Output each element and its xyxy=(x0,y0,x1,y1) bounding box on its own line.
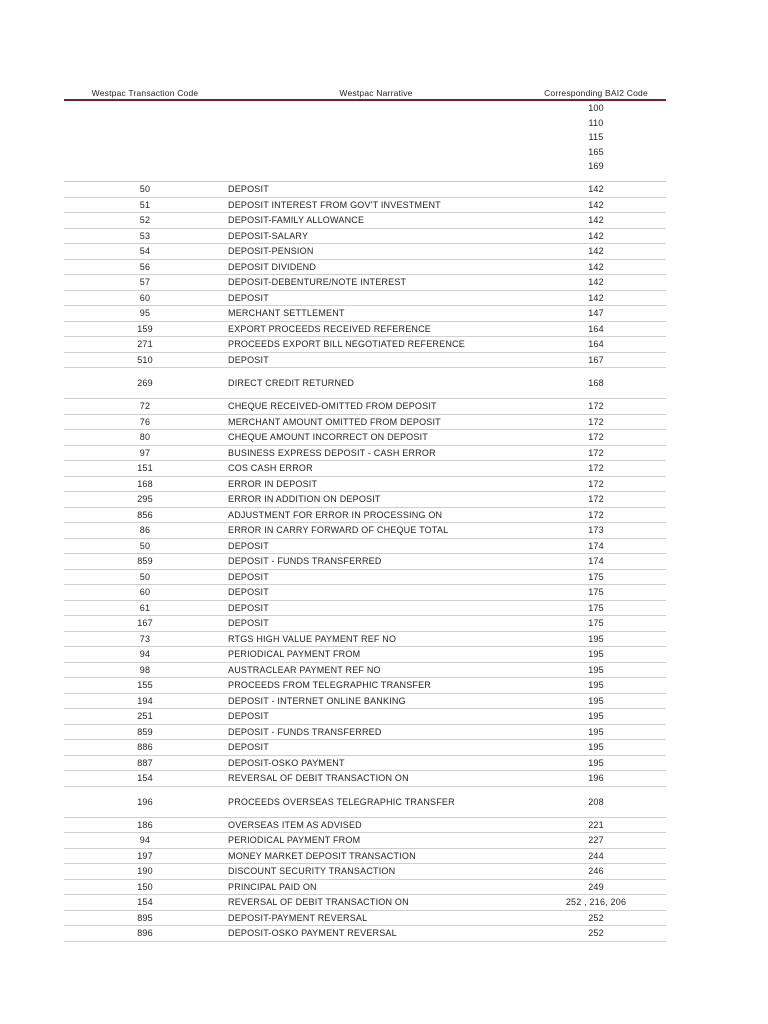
table-row xyxy=(64,182,666,198)
transaction-code-cell: 72 xyxy=(64,399,226,415)
bai2-code-cell: 246 xyxy=(526,864,666,880)
narrative-cell: DEPOSIT xyxy=(226,352,526,368)
transaction-code-cell: 295 xyxy=(64,492,226,508)
bai2-code-cell: 195 xyxy=(526,755,666,771)
transaction-code-cell: 76 xyxy=(64,414,226,430)
table-row xyxy=(64,864,666,880)
table-row xyxy=(64,755,666,771)
table-row xyxy=(64,895,666,911)
table-row xyxy=(64,585,666,601)
transaction-code-cell: 155 xyxy=(64,678,226,694)
transaction-code-cell: 60 xyxy=(64,585,226,601)
narrative-cell: DEPOSIT xyxy=(226,600,526,616)
bai2-code-cell: 172 xyxy=(526,476,666,492)
narrative-cell: ADJUSTMENT FOR ERROR IN PROCESSING ON xyxy=(226,507,526,523)
bai2-code-cell: 252 xyxy=(526,910,666,926)
table-row xyxy=(64,259,666,275)
bai2-code-cell: 195 xyxy=(526,678,666,694)
narrative-cell: COS CASH ERROR xyxy=(226,461,526,477)
narrative-cell: ERROR IN CARRY FORWARD OF CHEQUE TOTAL xyxy=(226,523,526,539)
transaction-code-cell: 95 xyxy=(64,306,226,322)
narrative-cell: ERROR IN ADDITION ON DEPOSIT xyxy=(226,492,526,508)
narrative-cell: DEPOSIT-SALARY xyxy=(226,228,526,244)
bai2-code-cell: 195 xyxy=(526,662,666,678)
transaction-code-cell: 50 xyxy=(64,182,226,198)
narrative-cell: PERIODICAL PAYMENT FROM xyxy=(226,833,526,849)
transaction-code-cell: 80 xyxy=(64,430,226,446)
transaction-code-cell: 53 xyxy=(64,228,226,244)
table-row xyxy=(64,197,666,213)
table-row xyxy=(64,523,666,539)
bai2-code-cell: 164 xyxy=(526,337,666,353)
transaction-code-cell: 194 xyxy=(64,693,226,709)
bai2-code-cell: 172 xyxy=(526,461,666,477)
transaction-code-cell: 151 xyxy=(64,461,226,477)
bai2-code-cell: 142 xyxy=(526,197,666,213)
preamble-bai-code: 100 xyxy=(588,103,604,113)
transaction-code-cell: 510 xyxy=(64,352,226,368)
preamble-bai-code: 115 xyxy=(588,132,604,143)
bai2-code-cell: 175 xyxy=(526,600,666,616)
table-row xyxy=(64,306,666,322)
transaction-code-cell: 50 xyxy=(64,569,226,585)
transaction-code-cell: 168 xyxy=(64,476,226,492)
narrative-cell: BUSINESS EXPRESS DEPOSIT - CASH ERROR xyxy=(226,445,526,461)
narrative-cell: OVERSEAS ITEM AS ADVISED xyxy=(226,817,526,833)
narrative-cell: DEPOSIT - FUNDS TRANSFERRED xyxy=(226,724,526,740)
bai2-code-cell: 196 xyxy=(526,771,666,787)
transaction-code-cell: 56 xyxy=(64,259,226,275)
transaction-code-cell: 54 xyxy=(64,244,226,260)
narrative-cell: DEPOSIT xyxy=(226,182,526,198)
narrative-cell: MERCHANT AMOUNT OMITTED FROM DEPOSIT xyxy=(226,414,526,430)
narrative-cell: DEPOSIT xyxy=(226,616,526,632)
bai2-code-cell: 221 xyxy=(526,817,666,833)
narrative-cell: DEPOSIT xyxy=(226,585,526,601)
table-body xyxy=(64,100,666,941)
transaction-code-cell: 154 xyxy=(64,895,226,911)
table-row xyxy=(64,275,666,291)
table-row xyxy=(64,879,666,895)
bai2-code-cell: 195 xyxy=(526,724,666,740)
bai2-code-cell: 174 xyxy=(526,554,666,570)
table-row xyxy=(64,337,666,353)
narrative-cell: DEPOSIT - FUNDS TRANSFERRED xyxy=(226,554,526,570)
bai2-code-cell: 175 xyxy=(526,585,666,601)
narrative-cell: DEPOSIT-OSKO PAYMENT REVERSAL xyxy=(226,926,526,942)
table-row xyxy=(64,709,666,725)
bai2-code-cell: 252 , 216, 206 xyxy=(526,895,666,911)
bai2-code-cell: 195 xyxy=(526,631,666,647)
transaction-code-cell: 150 xyxy=(64,879,226,895)
bai2-code-cell: 167 xyxy=(526,352,666,368)
transaction-code-cell: 197 xyxy=(64,848,226,864)
transaction-code-cell: 57 xyxy=(64,275,226,291)
narrative-cell: EXPORT PROCEEDS RECEIVED REFERENCE xyxy=(226,321,526,337)
table-row xyxy=(64,228,666,244)
table-row xyxy=(64,616,666,632)
preamble-bai-codes xyxy=(526,100,666,182)
table-row xyxy=(64,461,666,477)
table-row xyxy=(64,321,666,337)
table-row xyxy=(64,414,666,430)
narrative-cell: DEPOSIT INTEREST FROM GOV'T INVESTMENT xyxy=(226,197,526,213)
narrative-cell: AUSTRACLEAR PAYMENT REF NO xyxy=(226,662,526,678)
bai2-code-cell: 142 xyxy=(526,259,666,275)
transaction-code-cell: 154 xyxy=(64,771,226,787)
table-row xyxy=(64,600,666,616)
header-bai2-code: Corresponding BAI2 Code xyxy=(526,86,666,100)
transaction-code-cell: 856 xyxy=(64,507,226,523)
transaction-code-cell: 51 xyxy=(64,197,226,213)
transaction-code-cell: 94 xyxy=(64,647,226,663)
narrative-cell: ERROR IN DEPOSIT xyxy=(226,476,526,492)
bai2-code-cell: 244 xyxy=(526,848,666,864)
bai2-code-cell: 142 xyxy=(526,290,666,306)
table-row xyxy=(64,569,666,585)
bai2-code-cell: 195 xyxy=(526,647,666,663)
transaction-code-cell: 73 xyxy=(64,631,226,647)
narrative-cell: DEPOSIT DIVIDEND xyxy=(226,259,526,275)
narrative-cell: PROCEEDS EXPORT BILL NEGOTIATED REFERENCE xyxy=(226,337,526,353)
transaction-code-table xyxy=(64,86,666,942)
bai2-code-cell: 173 xyxy=(526,523,666,539)
bai2-code-cell: 252 xyxy=(526,926,666,942)
table-row xyxy=(64,631,666,647)
table-row xyxy=(64,290,666,306)
bai2-code-cell: 172 xyxy=(526,414,666,430)
bai2-code-cell: 142 xyxy=(526,213,666,229)
transaction-code-cell: 97 xyxy=(64,445,226,461)
transaction-code-cell: 196 xyxy=(64,786,226,817)
table-row xyxy=(64,445,666,461)
narrative-cell: DISCOUNT SECURITY TRANSACTION xyxy=(226,864,526,880)
narrative-cell: PRINCIPAL PAID ON xyxy=(226,879,526,895)
narrative-cell: DIRECT CREDIT RETURNED xyxy=(226,368,526,399)
table-row xyxy=(64,647,666,663)
bai2-code-cell: 142 xyxy=(526,228,666,244)
table-row xyxy=(64,476,666,492)
transaction-code-cell: 269 xyxy=(64,368,226,399)
narrative-cell: REVERSAL OF DEBIT TRANSACTION ON xyxy=(226,771,526,787)
transaction-code-cell: 50 xyxy=(64,538,226,554)
header-narrative: Westpac Narrative xyxy=(226,86,526,100)
narrative-cell: MONEY MARKET DEPOSIT TRANSACTION xyxy=(226,848,526,864)
table-row xyxy=(64,352,666,368)
table-row xyxy=(64,507,666,523)
transaction-code-cell: 251 xyxy=(64,709,226,725)
table-row xyxy=(64,430,666,446)
table-row xyxy=(64,662,666,678)
narrative-cell: CHEQUE RECEIVED-OMITTED FROM DEPOSIT xyxy=(226,399,526,415)
narrative-cell: PROCEEDS FROM TELEGRAPHIC TRANSFER xyxy=(226,678,526,694)
transaction-code-cell: 167 xyxy=(64,616,226,632)
table-row xyxy=(64,910,666,926)
preamble-row xyxy=(64,100,666,182)
narrative-cell: PERIODICAL PAYMENT FROM xyxy=(226,647,526,663)
bai2-code-cell: 147 xyxy=(526,306,666,322)
narrative-cell: DEPOSIT xyxy=(226,709,526,725)
transaction-code-cell: 887 xyxy=(64,755,226,771)
transaction-code-cell: 98 xyxy=(64,662,226,678)
bai2-code-cell: 172 xyxy=(526,399,666,415)
preamble-bai-code: 165 xyxy=(588,146,604,157)
bai2-code-cell: 174 xyxy=(526,538,666,554)
table-row xyxy=(64,693,666,709)
narrative-cell: DEPOSIT-PAYMENT REVERSAL xyxy=(226,910,526,926)
transaction-code-cell: 859 xyxy=(64,724,226,740)
narrative-cell: PROCEEDS OVERSEAS TELEGRAPHIC TRANSFER xyxy=(226,786,526,817)
narrative-cell: DEPOSIT xyxy=(226,740,526,756)
table-row xyxy=(64,678,666,694)
transaction-code-cell: 190 xyxy=(64,864,226,880)
bai2-code-cell: 195 xyxy=(526,709,666,725)
bai2-code-cell: 195 xyxy=(526,693,666,709)
table-row xyxy=(64,399,666,415)
bai2-code-cell: 172 xyxy=(526,492,666,508)
narrative-cell: DEPOSIT-PENSION xyxy=(226,244,526,260)
bai2-code-cell: 249 xyxy=(526,879,666,895)
table-row xyxy=(64,771,666,787)
transaction-code-cell: 271 xyxy=(64,337,226,353)
bai2-code-cell: 227 xyxy=(526,833,666,849)
table-row xyxy=(64,368,666,399)
bai2-code-cell: 168 xyxy=(526,368,666,399)
transaction-code-cell: 94 xyxy=(64,833,226,849)
bai2-code-cell: 175 xyxy=(526,616,666,632)
bai2-code-cell: 164 xyxy=(526,321,666,337)
transaction-code-cell: 60 xyxy=(64,290,226,306)
narrative-cell: DEPOSIT-DEBENTURE/NOTE INTEREST xyxy=(226,275,526,291)
bai2-code-cell: 142 xyxy=(526,244,666,260)
narrative-cell: DEPOSIT xyxy=(226,569,526,585)
narrative-cell: DEPOSIT - INTERNET ONLINE BANKING xyxy=(226,693,526,709)
transaction-code-cell: 61 xyxy=(64,600,226,616)
transaction-code-cell: 896 xyxy=(64,926,226,942)
table-row xyxy=(64,848,666,864)
table-row xyxy=(64,786,666,817)
transaction-code-cell: 86 xyxy=(64,523,226,539)
table-row xyxy=(64,538,666,554)
transaction-code-cell: 52 xyxy=(64,213,226,229)
table-row xyxy=(64,926,666,942)
transaction-code-cell: 859 xyxy=(64,554,226,570)
bai2-code-cell: 142 xyxy=(526,275,666,291)
narrative-cell: DEPOSIT xyxy=(226,538,526,554)
bai2-code-cell: 195 xyxy=(526,740,666,756)
table-row xyxy=(64,724,666,740)
table-row xyxy=(64,492,666,508)
table-row xyxy=(64,554,666,570)
table-row xyxy=(64,833,666,849)
narrative-cell: REVERSAL OF DEBIT TRANSACTION ON xyxy=(226,895,526,911)
bai2-code-cell: 208 xyxy=(526,786,666,817)
bai2-code-cell: 172 xyxy=(526,445,666,461)
transaction-code-cell: 886 xyxy=(64,740,226,756)
table-row xyxy=(64,817,666,833)
bai2-code-cell: 175 xyxy=(526,569,666,585)
narrative-cell: DEPOSIT-FAMILY ALLOWANCE xyxy=(226,213,526,229)
header-transaction-code: Westpac Transaction Code xyxy=(64,86,226,100)
transaction-code-cell: 895 xyxy=(64,910,226,926)
table-row xyxy=(64,740,666,756)
preamble-bai-code: 110 xyxy=(588,117,604,128)
bai2-code-cell: 172 xyxy=(526,430,666,446)
narrative-cell: MERCHANT SETTLEMENT xyxy=(226,306,526,322)
narrative-cell: DEPOSIT-OSKO PAYMENT xyxy=(226,755,526,771)
bai2-code-cell: 172 xyxy=(526,507,666,523)
bai2-code-cell: 142 xyxy=(526,182,666,198)
table-header xyxy=(64,86,666,100)
narrative-cell: RTGS HIGH VALUE PAYMENT REF NO xyxy=(226,631,526,647)
narrative-cell: DEPOSIT xyxy=(226,290,526,306)
table-row xyxy=(64,213,666,229)
transaction-code-cell: 186 xyxy=(64,817,226,833)
preamble-bai-code: 169 xyxy=(588,161,604,172)
transaction-code-cell: 159 xyxy=(64,321,226,337)
narrative-cell: CHEQUE AMOUNT INCORRECT ON DEPOSIT xyxy=(226,430,526,446)
table-row xyxy=(64,244,666,260)
